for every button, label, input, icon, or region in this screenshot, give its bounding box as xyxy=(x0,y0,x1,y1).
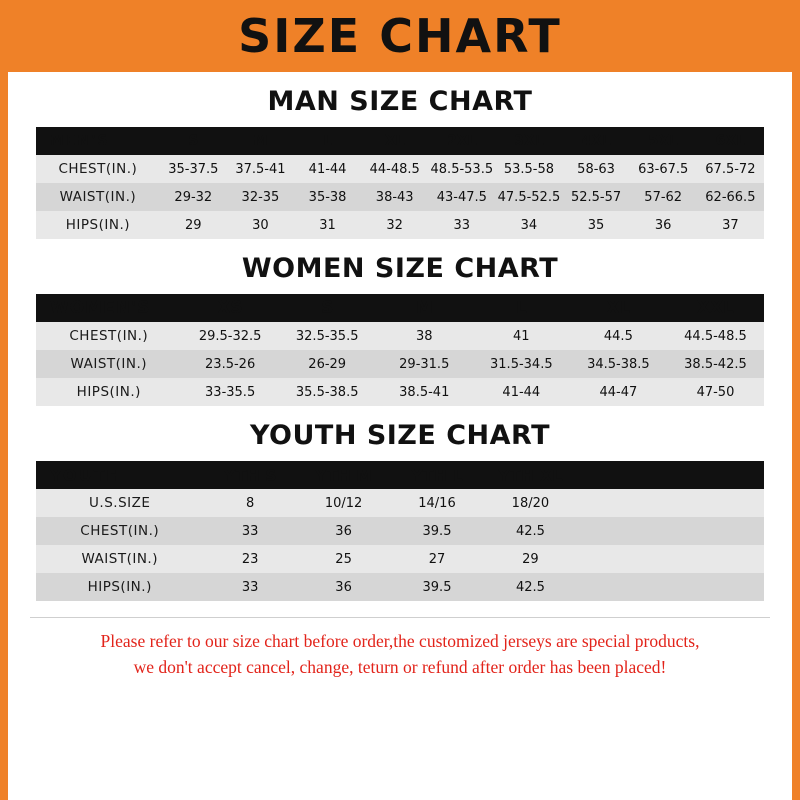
table-row xyxy=(36,545,764,573)
table-cell: 32-35 xyxy=(241,189,280,205)
table-cell: 14/16 xyxy=(418,495,456,511)
table-row xyxy=(36,517,764,545)
table-cell: 36 xyxy=(654,217,672,233)
table-cell: 25 xyxy=(335,551,352,567)
table-cell: 41-44 xyxy=(308,161,347,177)
row-label: CHEST(IN.) xyxy=(69,328,149,344)
table-cell: 38.5-42.5 xyxy=(684,356,747,372)
men-row-head: MEN'S xyxy=(50,133,110,149)
table-cell: 44-48.5 xyxy=(369,161,420,177)
column-header: S xyxy=(188,133,199,149)
table-cell: 38.5-41 xyxy=(399,384,450,400)
column-header: YTH XL xyxy=(498,465,563,485)
column-header: 3XL xyxy=(514,133,544,149)
table-row xyxy=(36,211,764,239)
table-cell: 37.5-41 xyxy=(235,161,286,177)
table-cell: 36 xyxy=(335,579,352,595)
table-cell: 30 xyxy=(252,217,269,233)
row-label: CHEST(IN.) xyxy=(58,161,138,177)
table-cell: 29.5-32.5 xyxy=(198,328,262,344)
table-cell: 29-31.5 xyxy=(399,356,450,372)
column-header: 2XL xyxy=(447,133,477,149)
table-cell: 42.5 xyxy=(515,523,545,539)
men-size-section xyxy=(8,86,792,239)
table-cell: 63-67.5 xyxy=(638,161,689,177)
table-cell: 53.5-58 xyxy=(503,161,555,177)
table-cell: 47-50 xyxy=(696,384,735,400)
column-header: 4XL xyxy=(581,133,611,149)
column-header: XL xyxy=(384,133,405,149)
table-cell: 41 xyxy=(513,328,530,344)
table-cell: 35.5-38.5 xyxy=(295,384,359,400)
men-section-title: MAN SIZE CHART xyxy=(267,86,533,117)
table-cell: 37 xyxy=(722,217,739,233)
column-header: XS xyxy=(217,298,243,318)
row-label: WAIST(IN.) xyxy=(59,189,137,205)
youth-row-head: YOUTH xyxy=(50,465,122,485)
table-row xyxy=(36,155,764,183)
women-section-title: WOMEN SIZE CHART xyxy=(241,253,559,284)
column-header: 5XL xyxy=(648,133,678,149)
table-cell: 23.5-26 xyxy=(205,356,256,372)
row-label: U.S.SIZE xyxy=(89,495,151,511)
table-cell xyxy=(671,489,764,517)
table-cell: 39.5 xyxy=(422,523,452,539)
table-row xyxy=(36,573,764,601)
table-cell: 32 xyxy=(386,217,403,233)
table-cell: 35 xyxy=(587,217,605,233)
row-label: HIPS(IN.) xyxy=(87,579,152,595)
table-cell: 44.5 xyxy=(603,328,633,344)
table-cell xyxy=(577,545,670,573)
table-cell: 8 xyxy=(246,495,255,511)
row-label: HIPS(IN.) xyxy=(76,384,141,400)
men-table-body xyxy=(36,155,764,239)
table-row xyxy=(36,350,764,378)
table-cell: 31.5-34.5 xyxy=(490,356,553,372)
table-cell: 36 xyxy=(335,523,352,539)
table-cell: 23 xyxy=(241,551,259,567)
men-table-header xyxy=(36,127,764,155)
table-row xyxy=(36,183,764,211)
table-cell: 44.5-48.5 xyxy=(684,328,747,344)
footer-note-line-2: we don't accept cancel, change, teturn or refund after order has been placed! xyxy=(133,657,667,678)
column-header: M xyxy=(415,298,433,318)
column-header: YTH L xyxy=(411,465,463,485)
footer-note xyxy=(30,617,770,681)
table-header-row xyxy=(36,294,764,322)
youth-table-header xyxy=(36,461,764,489)
column-header: YTH S xyxy=(223,465,277,485)
table-row xyxy=(36,378,764,406)
column-header xyxy=(577,461,670,489)
row-label: WAIST(IN.) xyxy=(81,551,158,567)
women-table-header xyxy=(36,294,764,322)
table-cell xyxy=(577,517,670,545)
table-cell: 27 xyxy=(428,551,446,567)
women-table-body xyxy=(36,322,764,406)
table-cell: 44-47 xyxy=(599,384,638,400)
column-header: L xyxy=(515,298,527,318)
table-cell xyxy=(577,489,670,517)
table-cell xyxy=(577,573,670,601)
table-cell: 31 xyxy=(319,217,336,233)
men-size-table xyxy=(36,127,764,239)
youth-size-section xyxy=(8,420,792,601)
table-cell: 41-44 xyxy=(502,384,541,400)
table-cell: 35-38 xyxy=(308,189,347,205)
column-header: S xyxy=(321,298,334,318)
table-header-row xyxy=(36,461,764,489)
women-row-head: WOMEN'S xyxy=(50,298,151,318)
table-cell xyxy=(671,545,764,573)
table-cell: 38-43 xyxy=(375,189,414,205)
table-cell: 35-37.5 xyxy=(168,161,219,177)
table-row xyxy=(36,322,764,350)
table-cell: 48.5-53.5 xyxy=(430,161,494,177)
table-cell: 67.5-72 xyxy=(705,161,756,177)
women-size-section xyxy=(8,253,792,406)
row-label: WAIST(IN.) xyxy=(70,356,148,372)
table-cell: 42.5 xyxy=(515,579,545,595)
table-cell xyxy=(671,517,764,545)
table-cell: 58-63 xyxy=(577,161,615,177)
column-header xyxy=(671,461,764,489)
table-cell: 10/12 xyxy=(324,495,363,511)
header-bar xyxy=(0,0,800,72)
column-header: M xyxy=(253,133,268,149)
youth-size-table xyxy=(36,461,764,601)
table-cell: 38 xyxy=(415,328,433,344)
column-header: XXL xyxy=(696,298,734,318)
table-cell xyxy=(671,573,764,601)
page-title: SIZE CHART xyxy=(238,9,562,63)
table-cell: 47.5-52.5 xyxy=(497,189,561,205)
row-label: HIPS(IN.) xyxy=(65,217,130,233)
table-row xyxy=(36,489,764,517)
table-cell: 29-32 xyxy=(174,189,213,205)
youth-section-title: YOUTH SIZE CHART xyxy=(249,420,551,451)
table-cell: 26-29 xyxy=(308,356,347,372)
column-header: L xyxy=(323,133,333,149)
table-cell: 32.5-35.5 xyxy=(295,328,359,344)
table-cell: 29 xyxy=(185,217,202,233)
column-header: 6XL xyxy=(715,133,746,149)
table-cell: 33 xyxy=(241,579,259,595)
table-header-row xyxy=(36,127,764,155)
table-cell: 39.5 xyxy=(422,579,452,595)
column-header: XL xyxy=(606,298,631,318)
table-cell: 43-47.5 xyxy=(436,189,487,205)
table-cell: 52.5-57 xyxy=(570,189,622,205)
footer-note-line-1: Please refer to our size chart before order,the customized jerseys are special products, xyxy=(100,631,700,651)
table-cell: 62-66.5 xyxy=(705,189,756,205)
youth-table-body xyxy=(36,489,764,601)
table-cell: 18/20 xyxy=(511,495,550,511)
table-cell: 33 xyxy=(241,523,259,539)
row-label: CHEST(IN.) xyxy=(80,523,160,539)
table-cell: 29 xyxy=(522,551,539,567)
table-cell: 33-35.5 xyxy=(205,384,256,400)
women-size-table xyxy=(36,294,764,406)
column-header: YTH M xyxy=(314,465,373,485)
table-cell: 34.5-38.5 xyxy=(587,356,650,372)
table-cell: 57-62 xyxy=(644,189,683,205)
table-cell: 34 xyxy=(520,217,538,233)
table-cell: 33 xyxy=(453,217,471,233)
